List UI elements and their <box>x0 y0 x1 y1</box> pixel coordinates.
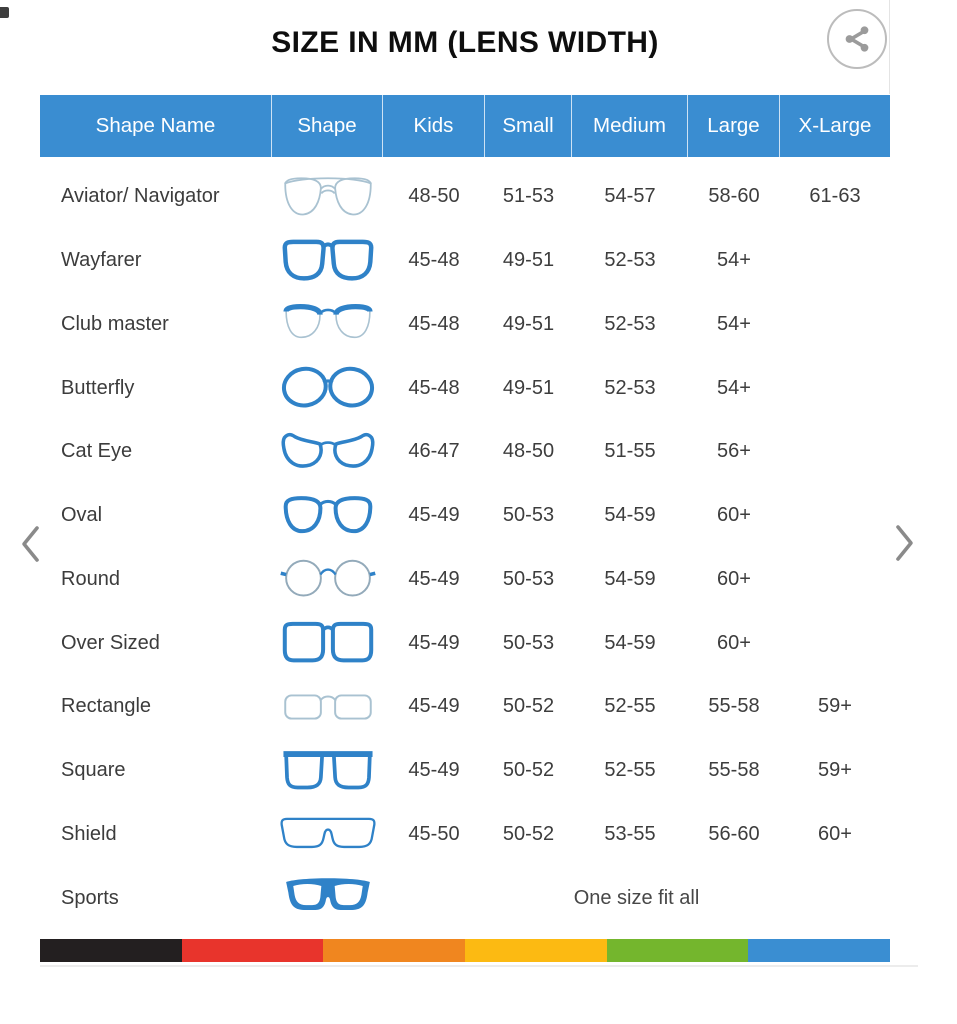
table-row <box>40 548 890 612</box>
shape-name-label: Shield <box>61 822 117 845</box>
size-value: 54-57 <box>604 185 656 208</box>
shape-cell <box>272 746 383 796</box>
row-sizes <box>383 823 890 846</box>
size-value: 50-53 <box>502 504 555 527</box>
size-value: 59+ <box>818 695 852 718</box>
size-value: 45-48 <box>408 376 460 399</box>
size-value: 54-59 <box>604 631 656 654</box>
size-value: 54+ <box>717 312 751 335</box>
brand-color-bar <box>40 939 890 962</box>
size-value: 45-48 <box>408 249 460 272</box>
table-row <box>40 739 890 803</box>
shape-cell <box>272 363 383 413</box>
row-sizes <box>383 249 890 272</box>
clubmaster-glasses-icon <box>279 299 377 349</box>
size-value: 45-49 <box>408 567 460 590</box>
shape-cell <box>272 172 383 222</box>
round-glasses-icon <box>279 554 377 604</box>
shape-cell <box>272 491 383 541</box>
shape-name-label: Sports <box>61 886 119 909</box>
cateye-glasses-icon <box>279 427 377 477</box>
size-value: 54-59 <box>604 567 656 590</box>
table-row <box>40 229 890 293</box>
size-value: 56-60 <box>708 822 760 845</box>
table-row <box>40 484 890 548</box>
size-value: 61-63 <box>809 185 861 208</box>
size-value: 60+ <box>717 567 751 590</box>
size-value: 49-51 <box>502 312 555 335</box>
column-header-shape: Shape <box>272 95 383 157</box>
row-sizes <box>383 568 890 591</box>
shape-name-label: Rectangle <box>61 695 152 718</box>
row-sizes <box>383 887 890 910</box>
table-row <box>40 803 890 867</box>
shape-name-label: Square <box>61 759 126 782</box>
size-value: 45-50 <box>408 822 460 845</box>
shape-name-label: Aviator/ Navigator <box>61 185 220 208</box>
carousel-next-button[interactable] <box>893 522 917 564</box>
color-bar-segment <box>323 939 465 962</box>
shape-cell <box>272 299 383 349</box>
carousel-prev-button[interactable] <box>18 523 42 565</box>
size-value: 51-53 <box>502 185 555 208</box>
size-value: 45-49 <box>408 504 460 527</box>
shape-name-label: Cat Eye <box>61 440 133 463</box>
table-row <box>40 866 890 930</box>
table-row <box>40 356 890 420</box>
shape-name-label: Wayfarer <box>61 249 142 272</box>
size-value: 49-51 <box>502 376 555 399</box>
table-row <box>40 420 890 484</box>
size-value: 48-50 <box>502 440 555 463</box>
wayfarer-glasses-icon <box>279 236 377 286</box>
rectangle-glasses-icon <box>279 682 377 732</box>
butterfly-glasses-icon <box>279 363 377 413</box>
table-row <box>40 165 890 229</box>
chevron-left-icon <box>18 523 42 565</box>
size-value: 46-47 <box>408 440 460 463</box>
shape-cell <box>272 618 383 668</box>
aviator-glasses-icon <box>279 172 377 222</box>
row-sizes <box>383 185 890 208</box>
size-value: 52-55 <box>604 695 656 718</box>
table-header-row <box>40 95 890 157</box>
shield-glasses-icon <box>279 809 377 859</box>
size-value: 54+ <box>717 376 751 399</box>
corner-artifact <box>0 7 9 18</box>
column-header-shape-name: Shape Name <box>40 95 272 157</box>
size-value: 51-55 <box>604 440 656 463</box>
color-bar-segment <box>465 939 607 962</box>
shape-cell <box>272 682 383 732</box>
shape-name-label: Butterfly <box>61 376 135 399</box>
size-value: 56+ <box>717 440 751 463</box>
shape-cell <box>272 427 383 477</box>
shape-name-label: Oval <box>61 504 103 527</box>
color-bar-segment <box>748 939 890 962</box>
size-value: 52-53 <box>604 249 656 272</box>
column-header-x-large: X-Large <box>798 114 872 137</box>
size-value: 52-55 <box>604 759 656 782</box>
shape-name-label: Over Sized <box>61 631 160 654</box>
share-button[interactable] <box>827 9 887 69</box>
one-size-label: One size fit all <box>573 886 700 909</box>
row-sizes <box>383 504 890 527</box>
row-sizes <box>383 313 890 336</box>
size-value: 45-49 <box>408 631 460 654</box>
shape-cell <box>272 809 383 859</box>
shape-name-label: Club master <box>61 312 169 335</box>
column-header-kids: Kids <box>383 95 485 157</box>
row-sizes <box>383 632 890 655</box>
color-bar-segment <box>40 939 182 962</box>
row-sizes <box>383 695 890 718</box>
share-icon <box>842 24 872 54</box>
row-sizes <box>383 759 890 782</box>
size-value: 60+ <box>818 822 852 845</box>
size-value: 50-53 <box>502 567 555 590</box>
size-value: 59+ <box>818 759 852 782</box>
size-value: 58-60 <box>708 185 760 208</box>
size-value: 50-52 <box>502 822 555 845</box>
column-header-medium: Medium <box>572 95 688 157</box>
size-value: 53-55 <box>604 822 656 845</box>
color-bar-segment <box>607 939 749 962</box>
row-sizes <box>383 377 890 400</box>
size-value: 54+ <box>717 249 751 272</box>
size-table-body <box>40 165 890 930</box>
size-value: 50-53 <box>502 631 555 654</box>
color-bar-shadow <box>40 965 918 967</box>
size-value: 55-58 <box>708 759 760 782</box>
size-value: 60+ <box>717 631 751 654</box>
table-row <box>40 675 890 739</box>
size-value: 45-49 <box>408 695 460 718</box>
size-value: 45-49 <box>408 759 460 782</box>
size-value: 52-53 <box>604 376 656 399</box>
size-value: 54-59 <box>604 504 656 527</box>
page-title: SIZE IN MM (LENS WIDTH) <box>271 26 659 59</box>
size-value: 50-52 <box>502 695 555 718</box>
oversized-glasses-icon <box>279 618 377 668</box>
column-header-small: Small <box>485 95 572 157</box>
size-value: 50-52 <box>502 759 555 782</box>
chevron-right-icon <box>893 522 917 564</box>
size-value: 45-48 <box>408 312 460 335</box>
shape-name-label: Round <box>61 567 120 590</box>
oval-glasses-icon <box>279 491 377 541</box>
shape-cell <box>272 554 383 604</box>
sports-glasses-icon <box>279 873 377 923</box>
shape-cell <box>272 236 383 286</box>
size-value: 60+ <box>717 504 751 527</box>
size-value: 48-50 <box>408 185 460 208</box>
size-value: 49-51 <box>502 249 555 272</box>
table-row <box>40 293 890 357</box>
table-row <box>40 611 890 675</box>
column-header-large: Large <box>688 95 780 157</box>
row-sizes <box>383 440 890 463</box>
square-glasses-icon <box>279 746 377 796</box>
color-bar-segment <box>182 939 324 962</box>
shape-cell <box>272 873 383 923</box>
size-value: 52-53 <box>604 312 656 335</box>
size-value: 55-58 <box>708 695 760 718</box>
